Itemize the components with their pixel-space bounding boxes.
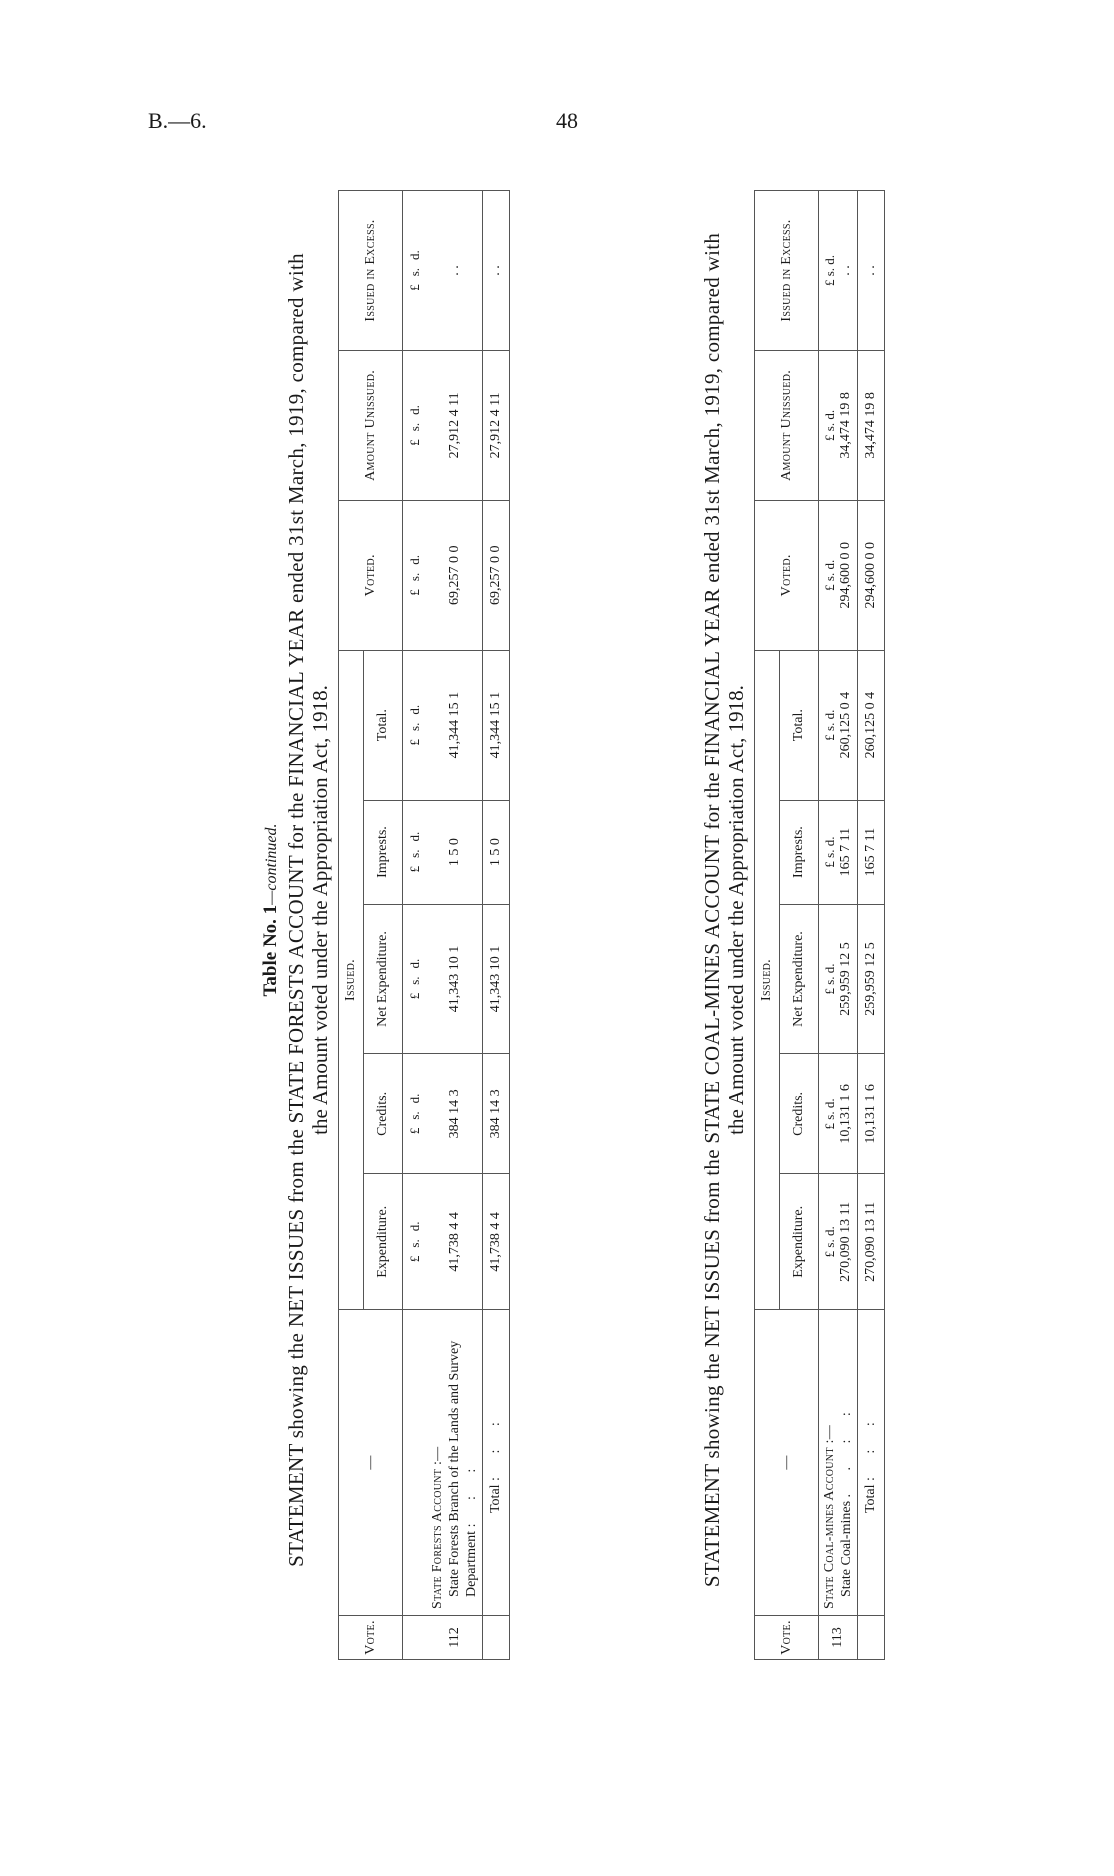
total-unissued: 34,474 19 8 — [858, 350, 885, 500]
cell-unissued: £ s. d. 34,474 19 8 — [819, 350, 858, 500]
header-amount-unissued: Amount Unissued. — [339, 350, 403, 500]
cell-voted: £ s. d. 294,600 0 0 — [819, 500, 858, 650]
cell-net-expenditure: 41,343 10 1 — [427, 904, 483, 1054]
cell-credits: £ s. d. 10,131 1 6 — [819, 1054, 858, 1174]
cell-expenditure: 41,738 4 4 — [427, 1174, 483, 1310]
caption-line-2: the Amount voted under the Appropriation Act, 1918. — [724, 685, 748, 1135]
header-expenditure: Expenditure. — [780, 1174, 819, 1310]
caption-line-1: STATEMENT showing the NET ISSUES from the STATE FORESTS ACCOUNT for the FINANCIAL YEAR ended 31st March, 1919, compared with — [284, 253, 308, 1567]
statement-state-forests — [260, 130, 510, 1690]
header-voted: Voted. — [339, 500, 403, 650]
statement-table — [338, 190, 510, 1660]
total-credits: 384 14 3 — [483, 1054, 510, 1174]
header-credits: Credits. — [364, 1054, 403, 1174]
header-issued: Issued. — [339, 650, 364, 1310]
statement-state-coal-mines — [700, 130, 885, 1690]
total-credits: 10,131 1 6 — [858, 1054, 885, 1174]
row-description: State Coal-mines Account :— State Coal-mines . . : : — [819, 1310, 858, 1616]
header-amount-unissued: Amount Unissued. — [755, 350, 819, 500]
cell-total: £ s. d. 260,125 0 4 — [819, 650, 858, 800]
total-voted: 69,257 0 0 — [483, 500, 510, 650]
cell-credits: 384 14 3 — [427, 1054, 483, 1174]
statement-caption — [700, 130, 748, 1690]
total-expenditure: 270,090 13 11 — [858, 1174, 885, 1310]
cell-net-expenditure: £ s. d. 259,959 12 5 — [819, 904, 858, 1054]
header-credits: Credits. — [780, 1054, 819, 1174]
total-total: 260,125 0 4 — [858, 650, 885, 800]
cell-expenditure: £ s. d. 270,090 13 11 — [819, 1174, 858, 1310]
statement-table — [754, 190, 885, 1660]
statement-caption — [284, 130, 332, 1690]
header-expenditure: Expenditure. — [364, 1174, 403, 1310]
rotated-page-content — [260, 130, 1114, 1690]
row-description: State Forests Account :— State Forests Branch of the Lands and Survey Department : : : — [427, 1310, 483, 1616]
total-imprests: 165 7 11 — [858, 800, 885, 904]
header-issued-in-excess: Issued in Excess. — [755, 191, 819, 351]
caption-line-1: STATEMENT showing the NET ISSUES from the STATE COAL-MINES ACCOUNT for the FINANCIAL YEAR ended 31st March, 1919, compared with — [700, 232, 724, 1588]
cell-unissued: 27,912 4 11 — [427, 350, 483, 500]
table-title: Table No. 1—continued. — [260, 823, 281, 997]
total-label: Total : : : — [858, 1310, 885, 1616]
units-row: £s.d. £s.d. £s.d. £s.d. £s.d. £s.d. £s.d. £s.d. — [403, 191, 428, 1660]
total-row — [858, 191, 885, 1660]
vote-number: 112 — [427, 1616, 483, 1660]
header-blank: — — [755, 1310, 819, 1616]
cell-voted: 69,257 0 0 — [427, 500, 483, 650]
vote-number: 113 — [819, 1616, 858, 1660]
total-row — [483, 191, 510, 1660]
header-voted: Voted. — [755, 500, 819, 650]
total-imprests: 1 5 0 — [483, 800, 510, 904]
total-expenditure: 41,738 4 4 — [483, 1174, 510, 1310]
table-row — [819, 191, 858, 1660]
cell-imprests: £ s. d. 165 7 11 — [819, 800, 858, 904]
page-number: 48 — [556, 108, 578, 133]
header-issued-in-excess: Issued in Excess. — [339, 191, 403, 351]
cell-imprests: 1 5 0 — [427, 800, 483, 904]
header-net-expenditure: Net Expenditure. — [780, 904, 819, 1054]
total-net-expenditure: 41,343 10 1 — [483, 904, 510, 1054]
total-excess: . . — [858, 191, 885, 351]
header-vote: Vote. — [339, 1616, 403, 1660]
header-issued: Issued. — [755, 650, 780, 1310]
header-imprests: Imprests. — [364, 800, 403, 904]
page-reference: B.—6. — [148, 108, 207, 133]
cell-excess: . . — [427, 191, 483, 351]
total-excess: . . — [483, 191, 510, 351]
total-voted: 294,600 0 0 — [858, 500, 885, 650]
table-row — [427, 191, 483, 1660]
header-total: Total. — [364, 650, 403, 800]
cell-total: 41,344 15 1 — [427, 650, 483, 800]
cell-excess: £ s. d. . . — [819, 191, 858, 351]
caption-line-2: the Amount voted under the Appropriation Act, 1918. — [308, 685, 332, 1135]
header-net-expenditure: Net Expenditure. — [364, 904, 403, 1054]
total-net-expenditure: 259,959 12 5 — [858, 904, 885, 1054]
header-total: Total. — [780, 650, 819, 800]
header-imprests: Imprests. — [780, 800, 819, 904]
total-unissued: 27,912 4 11 — [483, 350, 510, 500]
total-total: 41,344 15 1 — [483, 650, 510, 800]
total-label: Total : : : — [483, 1310, 510, 1616]
header-vote: Vote. — [755, 1616, 819, 1660]
header-blank: — — [339, 1310, 403, 1616]
